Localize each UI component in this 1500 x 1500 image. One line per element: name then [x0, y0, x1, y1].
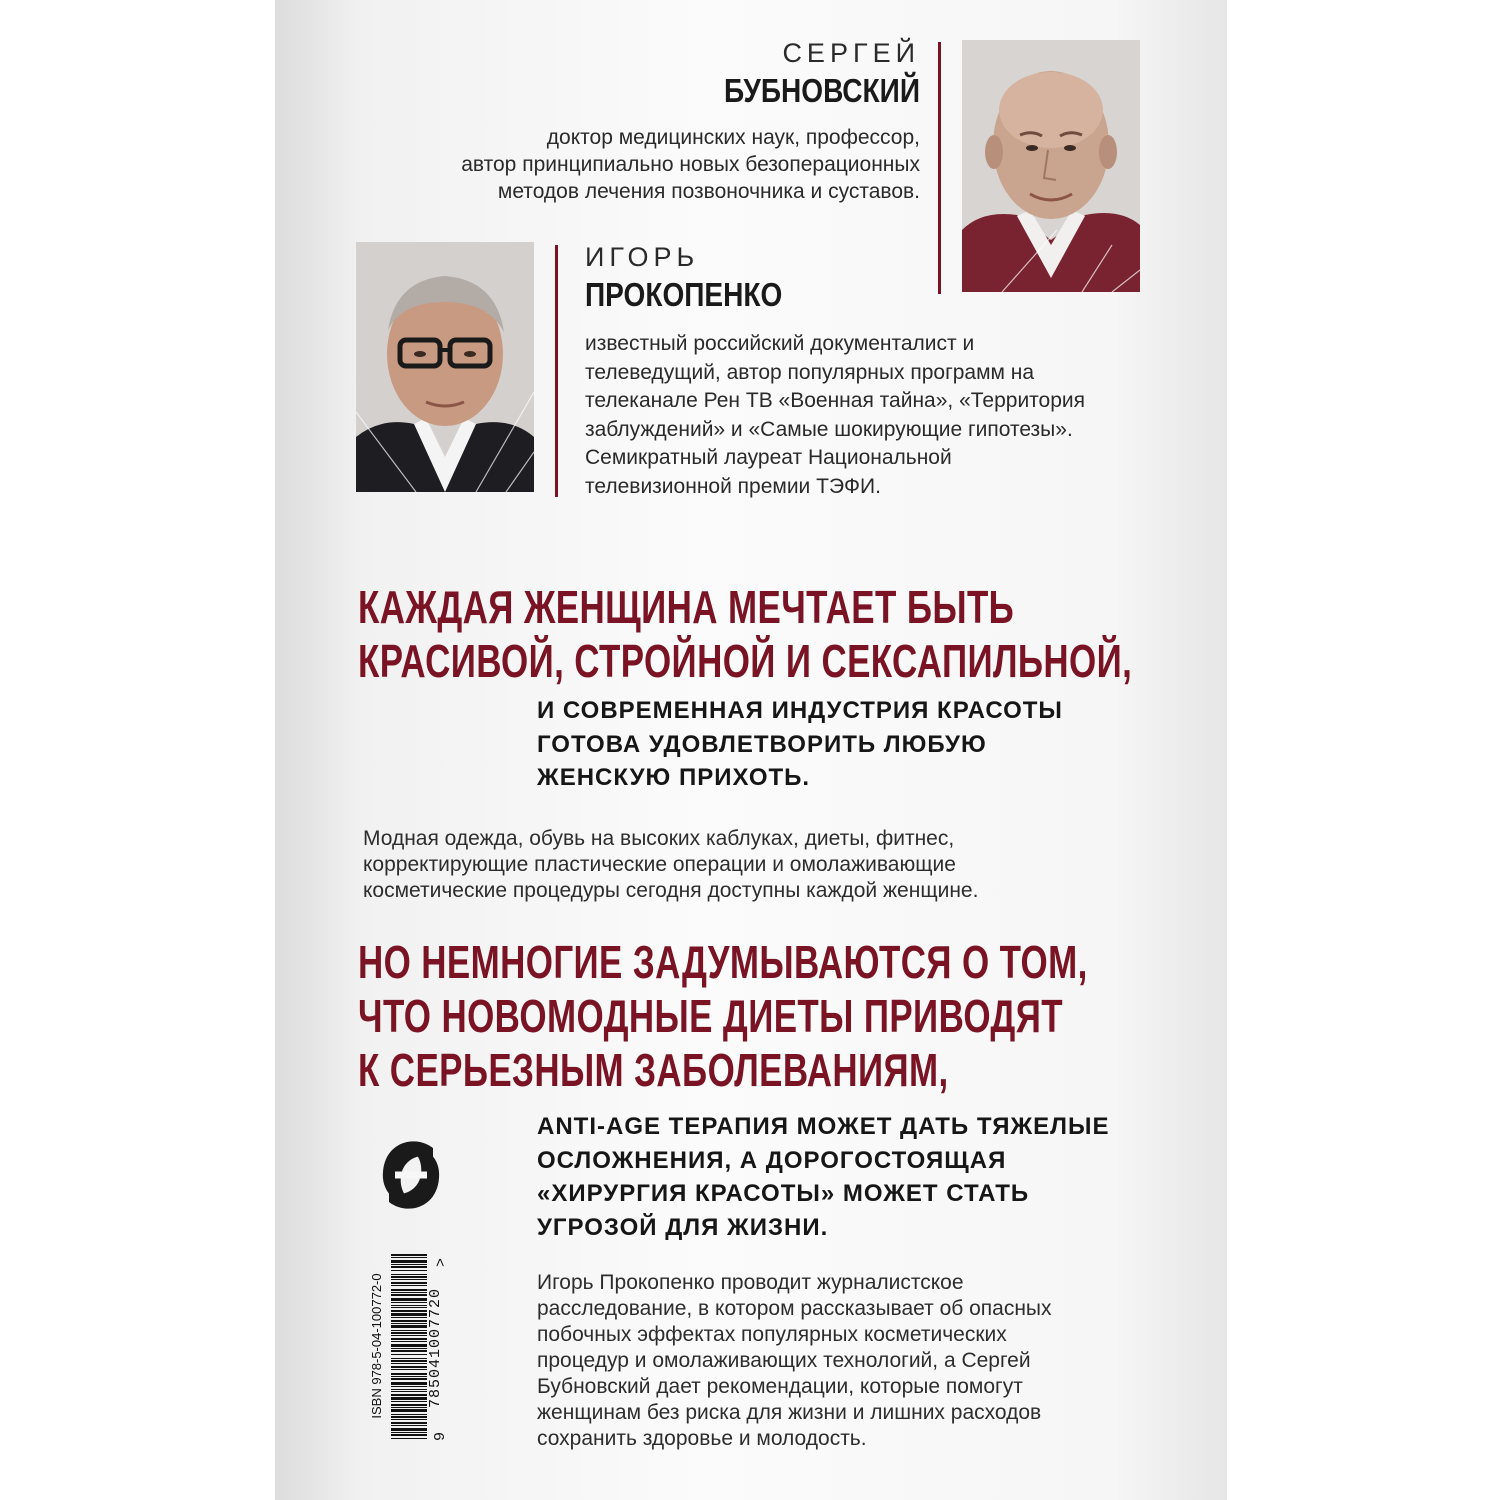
headline-1	[358, 580, 1132, 688]
author2-photo	[356, 242, 534, 492]
barcode-bar	[391, 1317, 427, 1318]
subheading-2-line: ОСЛОЖНЕНИЯ, А ДОРОГОСТОЯЩАЯ	[537, 1146, 1007, 1174]
barcode-bar	[391, 1354, 427, 1355]
author1-bio	[305, 124, 920, 205]
headline-1-line: КРАСИВОЙ, СТРОЙНОЙ И СЕКСАПИЛЬНОЙ,	[358, 635, 1133, 687]
headline-2-line: К СЕРЬЕЗНЫМ ЗАБОЛЕВАНИЯМ,	[358, 1044, 949, 1096]
barcode-bar	[391, 1422, 427, 1424]
barcode-bar	[391, 1302, 427, 1303]
barcode-bar	[391, 1389, 427, 1390]
barcode-bar	[391, 1307, 427, 1308]
author2-bio-line: заблуждений» и «Самые шокирующие гипотезы».	[585, 417, 1073, 441]
isbn-barcode	[365, 1252, 455, 1444]
headline-2	[358, 935, 1088, 1097]
barcode-bar	[391, 1279, 427, 1280]
barcode-bar	[391, 1292, 427, 1293]
subheading-1-line: ГОТОВА УДОВЛЕТВОРИТЬ ЛЮБУЮ	[537, 730, 987, 758]
paragraph-1-line: Модная одежда, обувь на высоких каблуках, диеты, фитнес,	[363, 827, 955, 850]
barcode-bar	[391, 1360, 427, 1362]
barcode-bar	[391, 1376, 427, 1377]
subheading-2	[537, 1110, 1109, 1244]
barcode-bar	[391, 1407, 427, 1408]
publisher-logo-icon	[375, 1130, 447, 1220]
barcode-bar	[391, 1344, 427, 1347]
subheading-1-line: И СОВРЕМЕННАЯ ИНДУСТРИЯ КРАСОТЫ	[537, 697, 1063, 724]
paragraph-1	[363, 826, 1123, 904]
author2-bio-line: известный российский документалист и	[585, 332, 975, 355]
barcode-bar	[391, 1409, 427, 1412]
barcode-bar	[391, 1432, 427, 1433]
barcode-bar	[391, 1320, 427, 1322]
barcode-bar	[391, 1404, 427, 1406]
barcode-bar	[391, 1401, 427, 1402]
barcode-bar	[391, 1266, 427, 1268]
barcode-bar	[391, 1369, 427, 1370]
barcode-bar	[391, 1341, 427, 1342]
barcode-bar	[391, 1419, 427, 1420]
barcode-bar	[391, 1285, 427, 1286]
barcode-bar	[391, 1305, 427, 1306]
barcode-bar	[391, 1438, 427, 1439]
barcode-bar	[391, 1276, 427, 1278]
author2-red-rule	[555, 245, 558, 497]
author1-red-rule	[938, 42, 941, 294]
barcode-bars	[391, 1252, 427, 1444]
author2-bio	[585, 330, 1185, 501]
barcode-bar	[391, 1335, 427, 1336]
barcode-bar	[391, 1428, 427, 1431]
headline-2-line: ЧТО НОВОМОДНЫЕ ДИЕТЫ ПРИВОДЯТ	[358, 990, 1063, 1042]
barcode-bar	[391, 1366, 427, 1368]
paragraph-1-line: корректирующие пластические операции и омолаживающие	[363, 853, 956, 876]
barcode-bar	[391, 1313, 427, 1316]
barcode-digits: 785041007720	[427, 1287, 444, 1409]
barcode-bar	[391, 1382, 427, 1385]
author2-bio-line: телеканале Рен ТВ «Военная тайна», «Территория	[585, 389, 1086, 412]
barcode-bar	[391, 1391, 427, 1392]
barcode-bar	[391, 1434, 427, 1436]
barcode-bar	[391, 1386, 427, 1387]
barcode-bar	[391, 1394, 427, 1396]
barcode-bar	[391, 1294, 427, 1296]
barcode-lead-digit: 9	[432, 1431, 450, 1442]
barcode-bar	[391, 1414, 427, 1415]
barcode-bar	[391, 1270, 427, 1271]
barcode-bar	[391, 1378, 427, 1380]
subheading-2-line: ANTI-AGE ТЕРАПИЯ МОЖЕТ ДАТЬ ТЯЖЕЛЫЕ	[537, 1113, 1110, 1140]
author1-last-name: БУБНОВСКИЙ	[723, 72, 920, 109]
subheading-2-line: «ХИРУРГИЯ КРАСОТЫ» МОЖЕТ СТАТЬ	[537, 1180, 1030, 1207]
barcode-bar	[391, 1338, 427, 1340]
barcode-bar	[391, 1332, 427, 1334]
author2-first-name: ИГОРЬ	[585, 242, 700, 272]
paragraph-2-line: побочных эффектах популярных косметических	[537, 1323, 1007, 1346]
barcode-bar	[391, 1350, 427, 1352]
barcode-bar	[391, 1373, 427, 1375]
paragraph-2-line: процедур и омолаживающих технологий, а Сергей	[537, 1349, 1031, 1372]
barcode-bar	[391, 1257, 427, 1258]
author2-bio-line: телеведущий, автор популярных программ на	[585, 360, 1035, 384]
paragraph-2	[537, 1270, 1157, 1452]
paragraph-1-line: косметические процедуры сегодня доступны каждой женщине.	[363, 879, 979, 902]
barcode-bar	[391, 1264, 427, 1265]
paragraph-2-line: Игорь Прокопенко проводит журналистское	[537, 1271, 964, 1294]
paragraph-2-line: женщинам без риска для жизни и лишних расходов	[537, 1401, 1042, 1424]
paragraph-2-line: расследование, в котором рассказывает об опасных	[537, 1297, 1052, 1320]
subheading-2-line: УГРОЗОЙ ДЛЯ ЖИЗНИ.	[537, 1213, 829, 1241]
isbn-text: ISBN 978-5-04-100772-0	[369, 1273, 384, 1419]
barcode-bar	[391, 1358, 427, 1359]
subheading-1-line: ЖЕНСКУЮ ПРИХОТЬ.	[537, 764, 811, 791]
barcode-bar	[391, 1330, 427, 1331]
paragraph-2-line: сохранить здоровье и молодость.	[537, 1427, 867, 1450]
author1-bio-line: доктор медицинских наук, профессор,	[546, 126, 920, 149]
barcode-bar	[391, 1260, 427, 1263]
barcode-bar	[391, 1282, 427, 1284]
barcode-bar	[391, 1274, 427, 1275]
headline-2-line: НО НЕМНОГИЕ ЗАДУМЫВАЮТСЯ О ТОМ,	[358, 936, 1088, 988]
author2-bio-line: Семикратный лауреат Национальной	[585, 446, 952, 469]
barcode-bar	[391, 1254, 427, 1256]
author2-bio-line: телевизионной премии ТЭФИ.	[585, 474, 881, 498]
author1-bio-line: методов лечения позвоночника и суставов.	[497, 180, 920, 203]
author1-bio-line: автор принципиально новых безоперационных	[461, 153, 920, 176]
paragraph-2-line: Бубновский дает рекомендации, которые помогут	[537, 1375, 1023, 1398]
author1-first-name: СЕРГЕЙ	[782, 38, 920, 68]
author2-last-name: ПРОКОПЕНКО	[585, 276, 783, 313]
headline-1-line: КАЖДАЯ ЖЕНЩИНА МЕЧТАЕТ БЫТЬ	[358, 581, 1015, 633]
barcode-bar	[391, 1310, 427, 1312]
book-back-cover	[275, 0, 1227, 1500]
barcode-bar	[391, 1397, 427, 1400]
barcode-tail-mark: >	[433, 1257, 451, 1268]
barcode-bar	[391, 1348, 427, 1349]
subheading-1	[537, 694, 1063, 795]
barcode-bar	[391, 1298, 427, 1301]
author1-photo	[962, 40, 1140, 292]
barcode-bar	[391, 1425, 427, 1426]
barcode-bar	[391, 1323, 427, 1324]
barcode-bar	[391, 1289, 427, 1291]
barcode-bar	[391, 1416, 427, 1418]
barcode-bar	[391, 1363, 427, 1364]
barcode-bar	[391, 1325, 427, 1328]
